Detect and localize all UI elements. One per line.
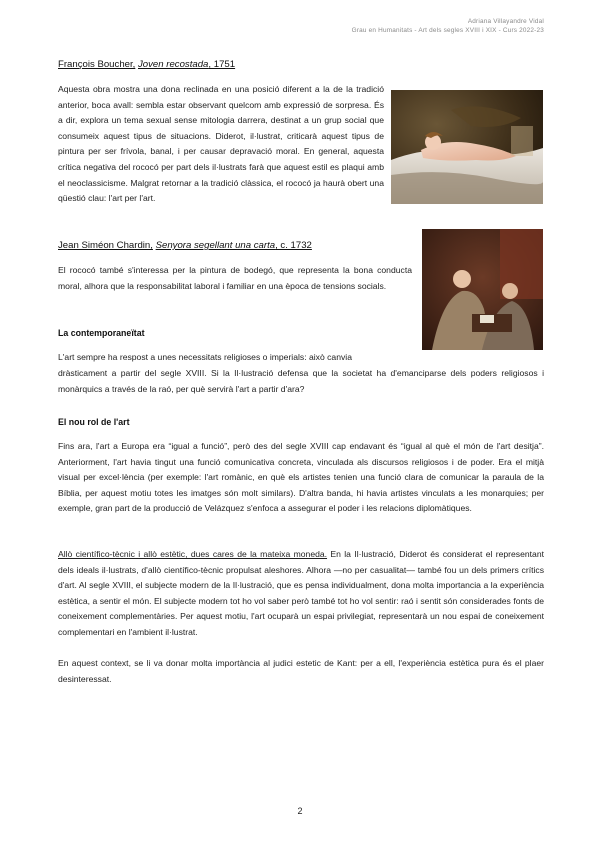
boucher-work: Joven recostada [138, 59, 209, 70]
science-aesthetics-paragraph [58, 547, 544, 641]
new-role-heading: El nou rol de l'art [58, 417, 130, 427]
science-aesthetics-body: En la Il·lustració, Diderot és considerat el representant dels ideals il·lustrats, d'allò científico-tècnic propulsat aleshores. Alhora —no per casualitat— també fou un dels primers crítics d'art. Al segle XVIII, el subjecte modern de la Il·lustració, que es pensa individualment, dona molta importancia a la experiència estètica, a sentir el món. El subjecte modern tot ho vol saber però també tot ho vol sentir: raó i sentit són considerades fonts de coneixement complementàries. Per aquest motiu, l'art ocuparà un espai privilegiat, representarà un nou espai de coneixement complementari en l'ambient il·lustrat. [58, 549, 544, 637]
contemporaneity-heading: La contemporaneïtat [58, 328, 145, 338]
contemporaneity-line1: L'art sempre ha respost a unes necessitats religioses o imperials: això canvia [58, 352, 352, 362]
contemporaneity-paragraph: dràsticament a partir del segle XVIII. Si la Il·lustració defensa que la societat ha d'emanciparse dels poders religiosos i monàrquics a través de la raó, per què servirà l'art a partir d'ara? [58, 368, 544, 394]
chardin-work: Senyora segellant una carta [155, 240, 276, 251]
chardin-year: , c. 1732 [275, 240, 312, 251]
boucher-paragraph: Aquesta obra mostra una dona reclinada en una posició diferent a la de la tradició anterior, boca avall: sembla estar observant quelcom amb expressió de sorpresa. És a dir, explora un tema sexual sense mitologia darrera, destinat a un grup social que consumeix aquest tipus de situacions. Diderot, il·lustrat, criticarà aquest tipus de pintura per ser frívola, banal, i per causar depravació moral. En general, aquesta crítica negativa del rococó per part dels il·lustrats farà que aquest estil es plaqui amb el neoclassicisme. Malgrat retornar a la tradició clàssica, el rococó ja haurà obert una qüestió clau: l'art per l'art. [58, 84, 384, 204]
painting-boucher-icon [391, 90, 543, 204]
boucher-year: , 1751 [208, 59, 236, 70]
new-role-paragraph: Fins ara, l'art a Europa era “igual a funció”, però des del segle XVIII cap endavant és “igual al què el món de l'art desitja”. Anteriorment, l'art havia tingut una funció comunicativa concreta, vinculada als discursos religiosos i de poder. Era el mitjà visual per excel·lència (per exemple: l'art romànic, en què els artistes tenien una funció clara de comunicar la paraula de la Bíblia, per aquest motiu totes les imatges són molt similars). D'altra banda, hi havia artistes vinculats a les monarquies; per exemple, gran part de la producció de Velázquez s'enfoca a assegurar el poder i les relacions diplomàtiques. [58, 441, 544, 514]
header-author: Adriana Villayandre Vidal [467, 18, 544, 25]
header [352, 17, 544, 35]
boucher-title [58, 59, 235, 70]
science-aesthetics-lead: Allò científico-tècnic i allò estètic, dues cares de la mateixa moneda. [58, 549, 328, 559]
chardin-paragraph: El rococó també s'interessa per la pintura de bodegó, que representa la bona conducta moral, alhora que la responsabilitat laboral i familiar en una època de tensions socials. [58, 265, 412, 291]
painting-chardin-icon [422, 229, 543, 350]
boucher-artist: François Boucher, [58, 59, 136, 70]
chardin-artist: Jean Siméon Chardin, [58, 240, 153, 251]
kant-paragraph: En aquest context, se li va donar molta importància al judici estetic de Kant: per a ell, l'experiència estètica pura és el plaer desinteressat. [58, 658, 544, 684]
header-course: Grau en Humanitats - Art dels segles XVIII i XIX - Curs 2022-23 [351, 27, 544, 34]
page-number: 2 [297, 806, 303, 816]
chardin-title [58, 240, 312, 251]
